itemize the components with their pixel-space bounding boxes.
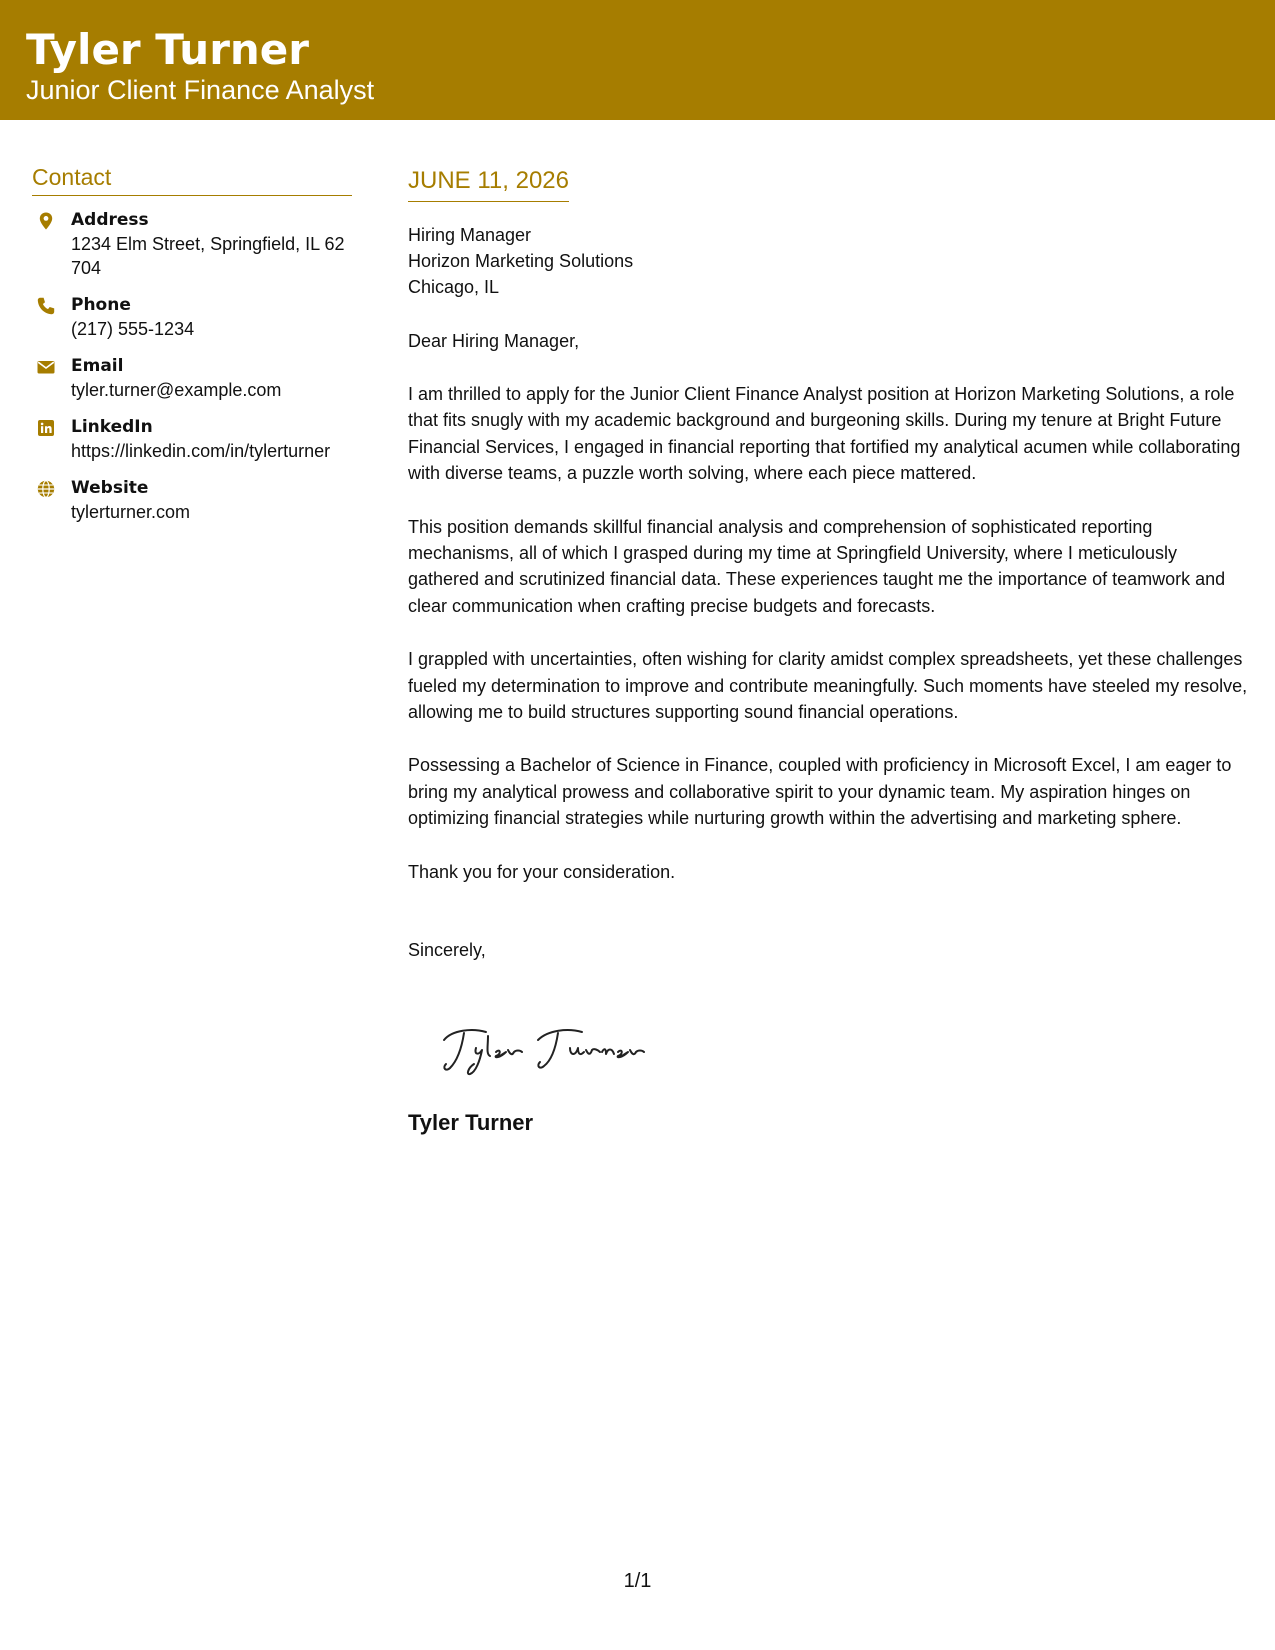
phone-icon (36, 296, 56, 316)
body-paragraph: I grappled with uncertainties, often wishing for clarity amidst complex spreadsheets, yet these challenges fueled my determination to improve and contribute meaningfully. Such moments have steeled my resolve, allowing me to build structures supporting sound financial operations. (408, 649, 1248, 723)
contact-label: Website (71, 478, 149, 498)
salutation: Dear Hiring Manager, (408, 331, 580, 351)
handwritten-signature (438, 1020, 648, 1080)
envelope-icon (36, 357, 56, 377)
contact-item-email (32, 354, 352, 402)
recipient-block (408, 222, 1248, 300)
header-banner (0, 0, 1275, 120)
closing: Sincerely, (408, 940, 486, 961)
page-number: 1/1 (623, 1570, 652, 1592)
contact-item-website (32, 476, 352, 524)
recipient-company: Horizon Marketing Solutions (408, 251, 634, 271)
linkedin-icon (36, 418, 56, 438)
contact-label: Address (71, 210, 149, 230)
contact-label: Phone (71, 295, 131, 315)
thank-you-line: Thank you for your consideration. (408, 861, 676, 882)
email-value: tyler.turner@example.com (71, 380, 282, 400)
contact-heading: Contact (32, 162, 352, 196)
recipient-location: Chicago, IL (408, 277, 500, 297)
recipient-title: Hiring Manager (408, 225, 532, 245)
linkedin-value: https://linkedin.com/in/tylerturner (71, 441, 331, 461)
map-pin-icon (36, 211, 56, 231)
applicant-name: Tyler Turner (26, 25, 310, 74)
website-value: tylerturner.com (71, 502, 191, 522)
signer-name: Tyler Turner (408, 1110, 534, 1135)
body-paragraph: I am thrilled to apply for the Junior Client Finance Analyst position at Horizon Marketing Solutions, a role that fits snugly with my academic background and burgeoning skills. During my tenure at Bright Future Financial Services, I engaged in financial reporting that fortified my analytical acumen while collaborating with diverse teams, a puzzle worth solving, where each piece mattered. (408, 384, 1241, 484)
contact-sidebar (32, 162, 352, 537)
phone-value: (217) 555-1234 (71, 319, 195, 339)
body-paragraph: Possessing a Bachelor of Science in Finance, coupled with proficiency in Microsoft Excel, I am eager to bring my analytical prowess and collaborative spirit to your dynamic team. My aspiration hinges on optimizing financial strategies while nurturing growth within the advertising and marketing sphere. (408, 755, 1232, 829)
globe-icon (36, 479, 56, 499)
letter-date: JUNE 11, 2026 (408, 167, 569, 194)
contact-label: LinkedIn (71, 417, 153, 437)
address-value: 1234 Elm Street, Springfield, IL 62704 (71, 234, 345, 278)
applicant-job-title: Junior Client Finance Analyst (26, 75, 375, 105)
letter-body (408, 165, 1248, 963)
contact-label: Email (71, 356, 124, 376)
contact-item-phone (32, 293, 352, 341)
contact-item-linkedin (32, 415, 352, 463)
contact-item-address (32, 208, 352, 280)
letter-date-wrapper (408, 165, 569, 202)
body-paragraph: This position demands skillful financial analysis and comprehension of sophisticated reporting mechanisms, all of which I grasped during my time at Springfield University, where I meticulously gathered and scrutinized financial data. These experiences taught me the importance of teamwork and clear communication when crafting precise budgets and forecasts. (408, 516, 1226, 616)
